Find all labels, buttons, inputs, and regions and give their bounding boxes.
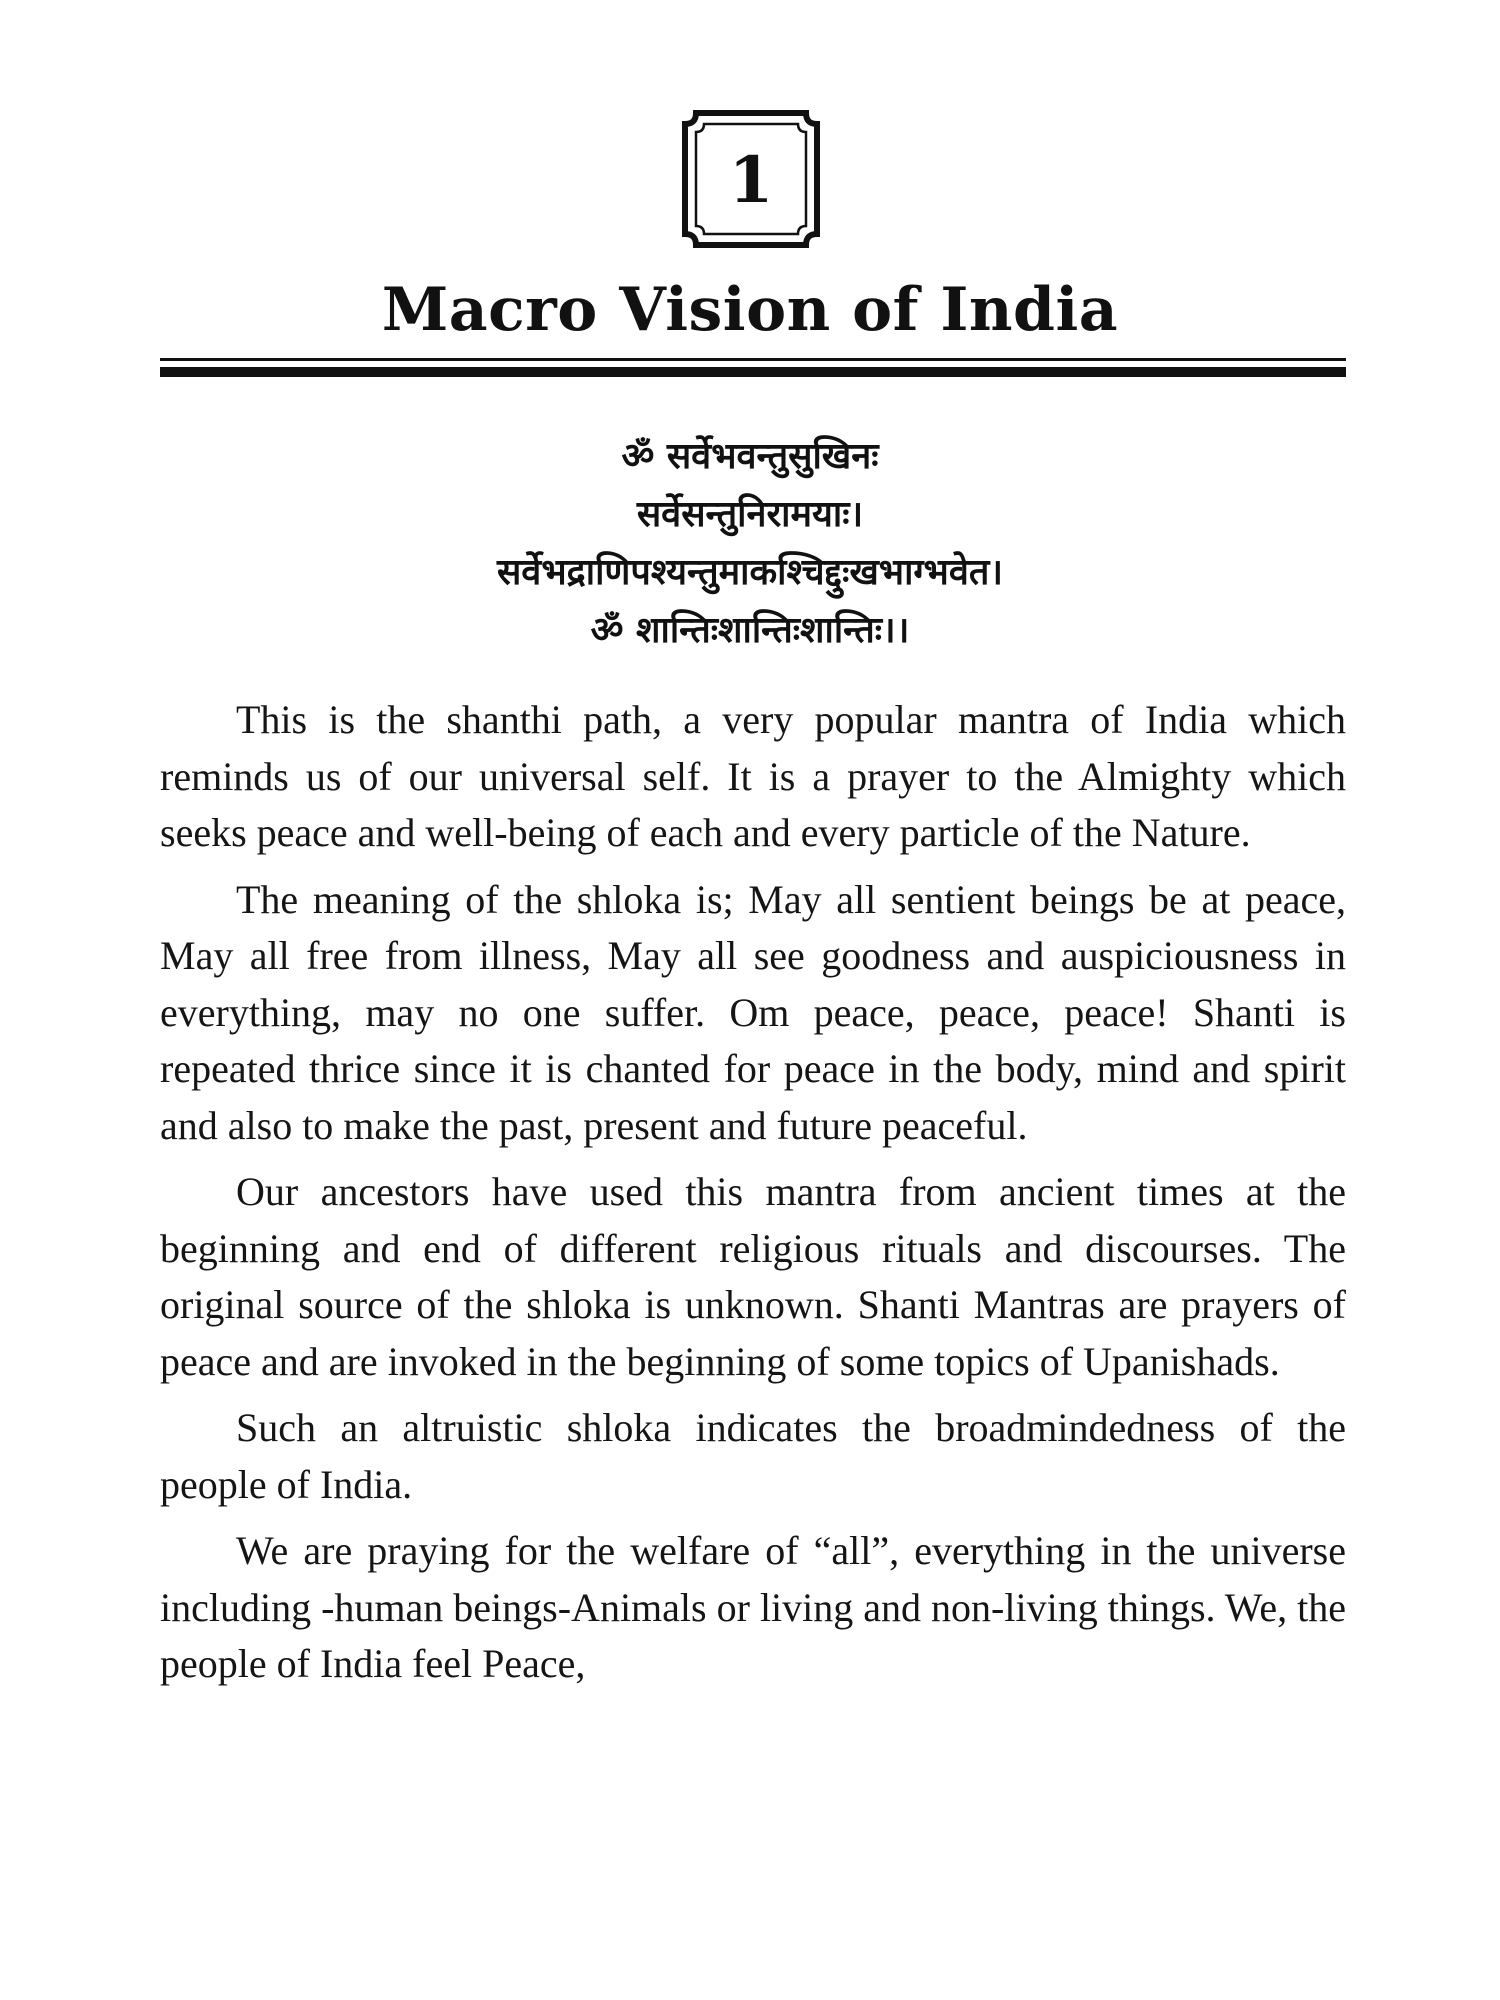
mantra-line: ॐ शान्तिःशान्तिःशान्तिः।। [590,610,910,651]
paragraph: Such an altruistic shloka indicates the broadmindedness of the people of India. [160,1405,1346,1507]
title-rule-thick [160,367,1346,377]
paragraph: The meaning of the shloka is; May all sentient beings be at peace, May all free from illness, May all see goodness and auspiciousness in everything, may no one suffer. Om peace, peace, peace! Shanti is repeated thrice since it is chanted for peace in the body, mind and spirit and also to make the past, present and future peaceful. [160,876,1346,1148]
chapter-number-badge [682,110,820,248]
mantra-line: ॐ सर्वेभवन्तुसुखिनः [621,436,879,477]
title-rule-thin [160,358,1346,361]
mantra-line: सर्वेसन्तुनिरामयाः। [636,494,864,535]
chapter-title: Macro Vision of India [381,275,1119,345]
sanskrit-mantra [0,428,1500,660]
paragraph: We are praying for the welfare of “all”, everything in the universe including -human beings-Animals or living and non-living things. We, the people of India feel Peace, [160,1528,1346,1686]
body-text [160,692,1346,1703]
paragraph: Our ancestors have used this mantra from ancient times at the beginning and end of different religious rituals and discourses. The original source of the shloka is unknown. Shanti Mantras are prayers of peace and are invoked in the beginning of some topics of Upanishads. [160,1169,1346,1384]
mantra-line: सर्वेभद्राणिपश्यन्तुमाकश्चिद्दुःखभाग्भवेत। [496,552,1004,593]
chapter-number: 1 [728,142,774,218]
paragraph: This is the shanthi path, a very popular mantra of India which reminds us of our universal self. It is a prayer to the Almighty which seeks peace and well-being of each and every particle of the Nature. [160,697,1346,855]
